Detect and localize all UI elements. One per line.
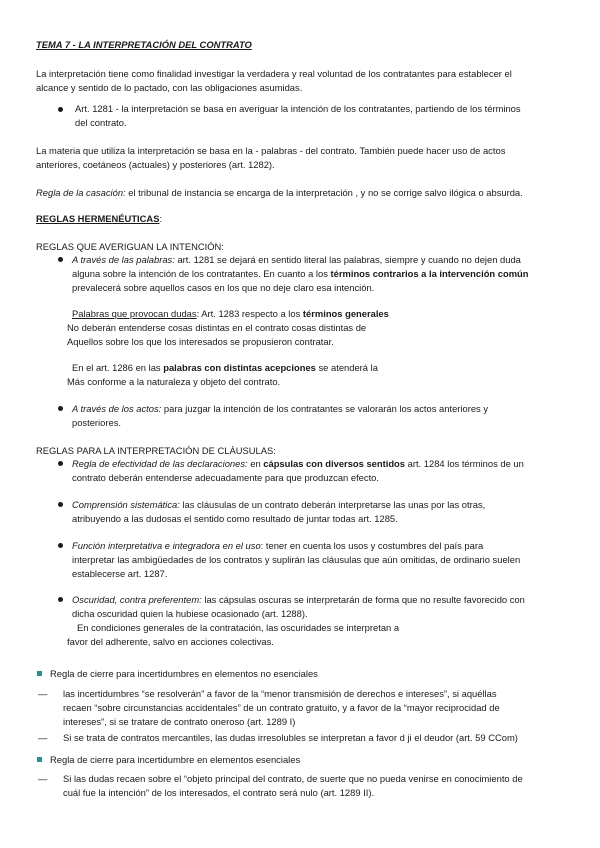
dudas-line-2: No deberán entenderse cosas distintas en el contrato cosas distintas de [67,322,367,333]
cierre-esenciales-heading: Regla de cierre para incertidumbre en elementos esenciales [50,754,301,765]
integradora-label: Función interpretativa e integradora en el uso [72,540,261,551]
no-esenciales-d1-line-1: las incertidumbres “se resolverán” a favor de la “menor transmisión de derechos e intereses”, si aquéllas [63,688,497,699]
efectividad-line-2: contrato deberán entenderse adecuadamente para que produzcan efecto. [72,472,379,483]
oscuridad-line-2: dicha oscuridad quien la hubiese ocasionado (art. 1288). [72,608,308,619]
art1286-line-2: Más conforme a la naturaleza y objeto del contrato. [67,376,281,387]
art1286-bold: palabras con distintas acepciones [163,362,316,373]
actos-text: para juzgar la intención de los contratantes se valorarán los actos anteriores y [161,403,489,414]
integradora-line-2: interpretar las ambigüedades de los contratos y suplirán las cláusulas que aún omitidas, de ordinario suelen [72,554,521,565]
integradora-line-3: establecerse art. 1287. [72,568,168,579]
reglas-heading [36,211,162,226]
dash-icon: — [38,732,48,743]
integradora-line-1 [72,538,483,553]
actos-line-1 [72,401,488,416]
square-bullet-icon [37,671,42,676]
palabras-text: art. 1281 se dejará en sentido literal las palabras, siempre y cuando no dejen duda [174,254,521,265]
art1281-line-2: del contrato. [75,117,127,128]
bullet-icon [58,406,63,411]
bullet-icon [58,107,63,112]
efectividad-label: Regla de efectividad de las declaraciones: [72,458,248,469]
page-title: TEMA 7 - LA INTERPRETACIÓN DEL CONTRATO [36,39,252,50]
esenciales-d1-line-2: cuál fue la intención” de los interesados, el contrato será nulo (art. 1289 II). [63,787,375,798]
oscuridad-label: Oscuridad, contra preferentem: [72,594,202,605]
palabras-line-2-bold: términos contrarios a la intervención común [330,268,529,279]
palabras-line-2 [72,266,528,281]
dash-icon: — [38,773,48,784]
sistematica-line-1 [72,497,485,512]
oscuridad-line-3: En condiciones generales de la contratación, las oscuridades se interpretan a [77,622,400,633]
palabras-label: A través de las palabras: [72,254,175,265]
intencion-heading: REGLAS QUE AVERIGUAN LA INTENCIÓN: [36,241,224,252]
bullet-icon [58,597,63,602]
oscuridad-line-1 [72,592,525,607]
actos-label: A través de los actos: [72,403,162,414]
materia-line-2: anteriores, coetáneos (actuales) y posteriores (art. 1282). [36,159,275,170]
oscuridad-text: las cápsulas oscuras se interpretarán de forma que no resulte favorecido con [201,594,525,605]
materia-line-1: La materia que utiliza la interpretación se basa en la - palabras - del contrato. También puede hacer uso de actos [36,145,506,156]
dudas-label: Palabras que provocan dudas [72,308,197,319]
efectividad-text-a: en [247,458,264,469]
casacion-paragraph [36,185,523,200]
sistematica-line-2: atribuyendo a las dudosas el sentido como resultado de juntar todas art. 1285. [72,513,398,524]
no-esenciales-d2: Si se trata de contratos mercantiles, las dudas irresolubles se interpretan a favor d ji el deudor (art. 59 CCom) [63,732,518,743]
art1286-line-1 [72,360,378,375]
art1286-text-c: se atenderá la [315,362,378,373]
bullet-icon [58,543,63,548]
no-esenciales-d1-line-2: recaen “sobre circunstancias accidentales” de un contrato gratuito, y a favor de la “mayor reciprocidad de [63,702,500,713]
efectividad-line-1 [72,456,524,471]
square-bullet-icon [37,757,42,762]
no-esenciales-d1-line-3: intereses”, si se tratare de contrato oneroso (art. 1289 I) [63,716,296,727]
dudas-bold: términos generales [302,308,389,319]
casacion-text: el tribunal de instancia se encarga de la interpretación , y no se corrige salvo ilógica o absurda. [125,187,523,198]
bullet-icon [58,502,63,507]
intro-line-2: alcance y sentido de lo pactado, con las obligaciones asumidas. [36,82,303,93]
reglas-title: REGLAS HERMENÉUTICAS [36,213,160,224]
clausulas-heading: REGLAS PARA LA INTERPRETACIÓN DE CLÁUSULAS: [36,445,276,456]
efectividad-text-c: art. 1284 los términos de un [405,458,524,469]
efectividad-bold: cápsulas con diversos sentidos [263,458,406,469]
dudas-line-3: Aquellos sobre los que los interesados se propusieron contratar. [67,336,334,347]
dash-icon: — [38,688,48,699]
esenciales-d1-line-1: Si las dudas recaen sobre el “objeto principal del contrato, de suerte que no pueda venirse en conocimiento de [63,773,523,784]
palabras-line-2-text: alguna sobre la intención de los contratantes. En cuanto a los [72,268,331,279]
actos-line-2: posteriores. [72,417,121,428]
integradora-text: : tener en cuenta los usos y costumbres del país para [260,540,484,551]
bullet-icon [58,461,63,466]
dudas-line-1 [72,306,389,321]
dudas-text: : Art. 1283 respecto a los [196,308,303,319]
casacion-label: Regla de la casación: [36,187,126,198]
palabras-line-3: prevalecerá sobre aquellos casos en los que no deje claro esa intención. [72,282,375,293]
art1281-line-1: Art. 1281 - la interpretación se basa en averiguar la intención de los contratantes, partiendo de los términos [75,103,521,114]
sistematica-text: las cláusulas de un contrato deberán interpretarse las unas por las otras, [179,499,486,510]
oscuridad-line-4: favor del adherente, salvo en acciones colectivas. [67,636,274,647]
palabras-line-1 [72,252,521,267]
intro-line-1: La interpretación tiene como finalidad investigar la verdadera y real voluntad de los contratantes para establecer el [36,68,512,79]
sistematica-label: Comprensión sistemática: [72,499,180,510]
bullet-icon [58,257,63,262]
cierre-no-esenciales-heading: Regla de cierre para incertidumbres en elementos no esenciales [50,668,318,679]
art1286-text-a: En el art. 1286 en las [72,362,164,373]
reglas-colon: : [159,213,163,224]
